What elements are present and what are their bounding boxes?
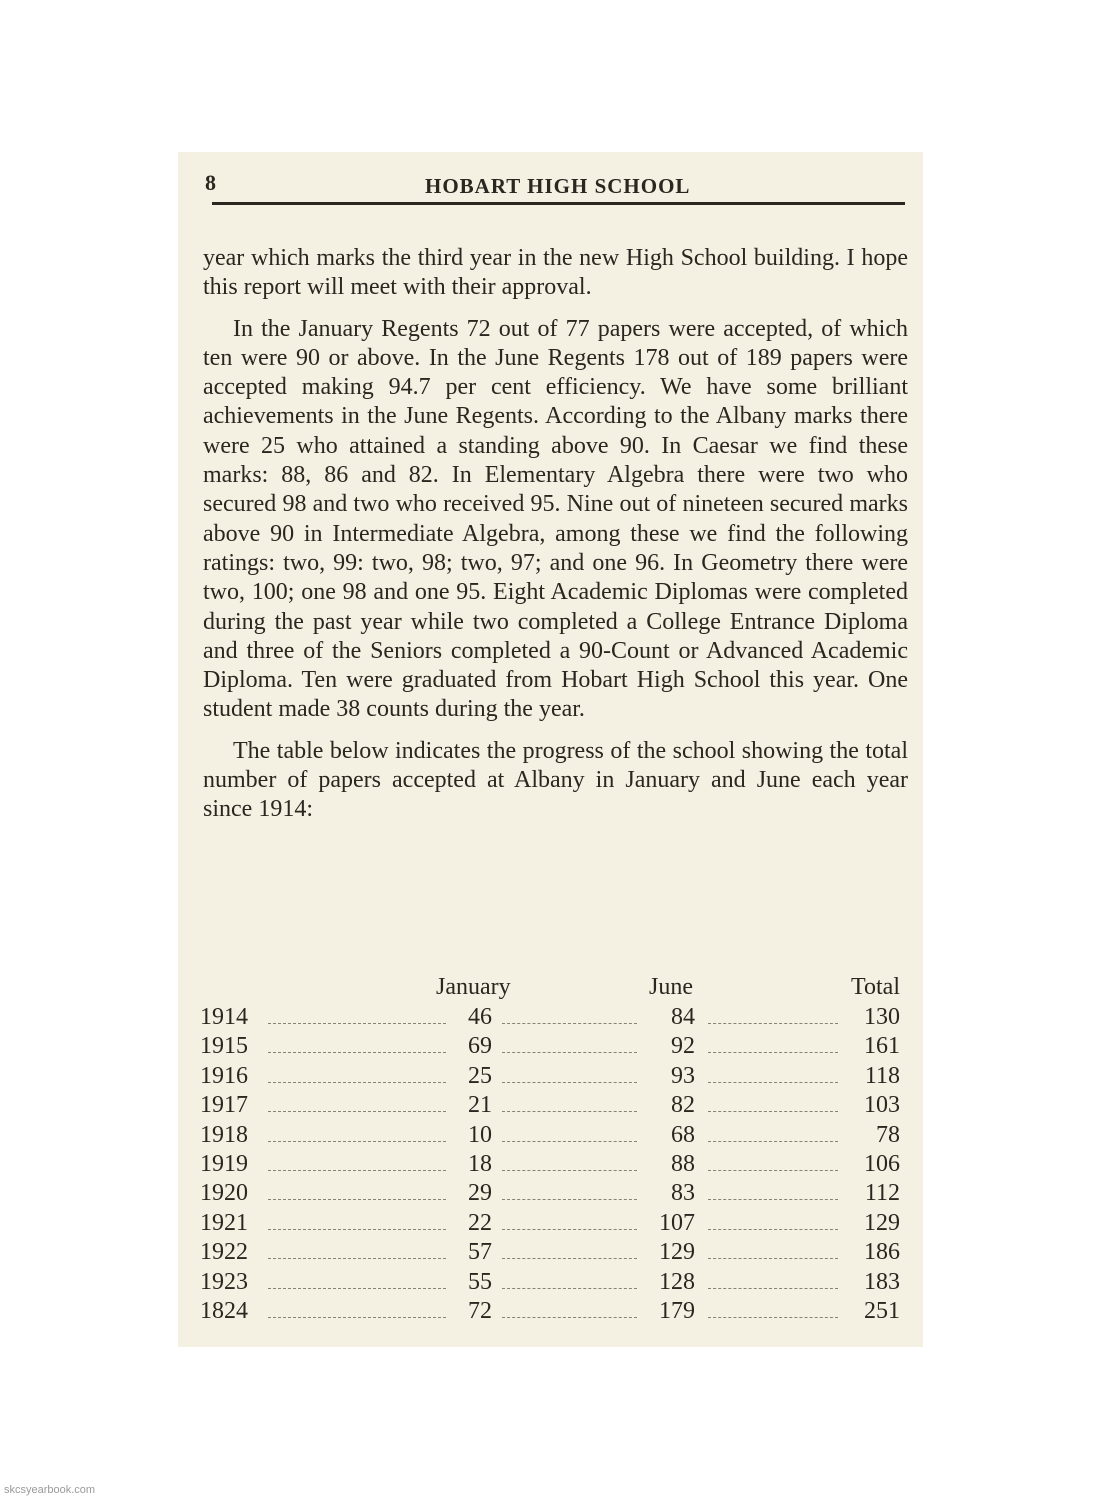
watermark: skcsyearbook.com	[4, 1484, 96, 1496]
leader-dots	[268, 1111, 446, 1112]
row-june: 92	[671, 1033, 695, 1060]
row-year: 1917	[200, 1092, 248, 1119]
leader-dots	[708, 1023, 838, 1024]
leader-dots	[708, 1082, 838, 1083]
row-year: 1920	[200, 1180, 248, 1207]
table-row	[200, 1063, 900, 1092]
row-january: 21	[468, 1092, 492, 1119]
table-row	[200, 1004, 900, 1033]
leader-dots	[708, 1111, 838, 1112]
leader-dots	[502, 1288, 637, 1289]
row-year: 1914	[200, 1004, 248, 1030]
leader-dots	[268, 1258, 446, 1259]
book-page	[178, 152, 923, 1347]
row-year: 1922	[200, 1239, 248, 1266]
leader-dots	[502, 1023, 637, 1024]
row-january: 25	[468, 1062, 492, 1089]
row-total: 161	[864, 1033, 900, 1060]
leader-dots	[268, 1023, 446, 1024]
row-january: 55	[468, 1268, 492, 1295]
leader-dots	[708, 1141, 838, 1142]
leader-dots	[268, 1170, 446, 1171]
leader-dots	[502, 1258, 637, 1259]
row-year: 1921	[200, 1209, 248, 1236]
table-row	[200, 1210, 900, 1239]
row-june: 107	[659, 1209, 695, 1236]
row-total: 103	[864, 1092, 900, 1119]
running-head: HOBART HIGH SCHOOL	[425, 174, 691, 198]
row-january: 18	[468, 1150, 492, 1177]
leader-dots	[708, 1199, 838, 1200]
row-total: 186	[864, 1239, 900, 1266]
leader-dots	[268, 1141, 446, 1142]
leader-dots	[268, 1199, 446, 1200]
row-year: 1918	[200, 1121, 248, 1148]
row-year: 1916	[200, 1062, 248, 1089]
row-january: 22	[468, 1209, 492, 1236]
table-row	[200, 1151, 900, 1180]
leader-dots	[268, 1082, 446, 1083]
row-june: 83	[671, 1180, 695, 1207]
row-june: 82	[671, 1092, 695, 1119]
row-january: 69	[468, 1033, 492, 1060]
leader-dots	[708, 1170, 838, 1171]
paragraph-3: The table below indicates the progress of the school showing the total number of papers accepted at Albany in January and June each year since 1914:	[203, 737, 908, 823]
table-row	[200, 1239, 900, 1268]
leader-dots	[708, 1052, 838, 1053]
leader-dots	[268, 1288, 446, 1289]
row-june: 129	[659, 1239, 695, 1266]
table-row	[200, 1033, 900, 1062]
row-total: 129	[864, 1209, 900, 1236]
row-total: 118	[864, 1062, 900, 1089]
row-total: 183	[864, 1268, 900, 1295]
row-june: 128	[659, 1268, 695, 1295]
papers-table	[200, 974, 900, 1327]
row-january: 46	[468, 1004, 492, 1030]
table-row	[200, 1180, 900, 1209]
table-header	[200, 974, 900, 1004]
leader-dots	[268, 1229, 446, 1230]
row-january: 57	[468, 1239, 492, 1266]
leader-dots	[502, 1052, 637, 1053]
header-total: Total	[851, 974, 900, 1000]
row-january: 10	[468, 1121, 492, 1148]
row-year: 1915	[200, 1033, 248, 1060]
leader-dots	[708, 1317, 838, 1318]
page-header	[205, 170, 905, 206]
leader-dots	[708, 1258, 838, 1259]
row-total: 78	[876, 1121, 900, 1148]
leader-dots	[502, 1317, 637, 1318]
leader-dots	[708, 1229, 838, 1230]
page-number: 8	[205, 170, 216, 195]
table-rows	[200, 1004, 900, 1327]
table-row	[200, 1122, 900, 1151]
row-total: 251	[864, 1297, 900, 1324]
row-january: 72	[468, 1297, 492, 1324]
row-year: 1923	[200, 1268, 248, 1295]
row-june: 179	[659, 1297, 695, 1324]
table-row	[200, 1298, 900, 1327]
header-january: January	[436, 974, 511, 1000]
leader-dots	[502, 1199, 637, 1200]
paragraph-1: year which marks the third year in the new High School building. I hope this report will meet with their approval.	[203, 245, 908, 301]
header-june: June	[649, 974, 693, 1000]
paragraph-2: In the January Regents 72 out of 77 papers were accepted, of which ten were 90 or above. In the June Regents 178 out of 189 papers were accepted making 94.7 per cent efficiency. We have some brilliant achievements in the June Regents. According to the Albany marks there were 25 who attained a standing above 90. In Caesar we find these marks: 88, 86 and 82. In Elementary Algebra there were two who secured 98 and two who received 95. Nine out of nineteen secured marks above 90 in Intermediate Algebra, among these we find the following ratings: two, 99: two, 98; two, 97; and one 96. In Geometry there were two, 100; one 98 and one 95. Eight Academic Diplomas were completed during the past year while two completed a College Entrance Diploma and three of the Seniors completed a 90-Count or Advanced Academic Diploma. Ten were graduated from Hobart High School this year. One student made 38 counts during the year.	[203, 315, 908, 723]
table-row	[200, 1092, 900, 1121]
row-total: 106	[864, 1150, 900, 1177]
row-january: 29	[468, 1180, 492, 1207]
row-june: 84	[671, 1004, 695, 1030]
leader-dots	[502, 1229, 637, 1230]
row-june: 68	[671, 1121, 695, 1148]
leader-dots	[502, 1141, 637, 1142]
leader-dots	[502, 1111, 637, 1112]
leader-dots	[502, 1170, 637, 1171]
leader-dots	[502, 1082, 637, 1083]
row-total: 112	[864, 1180, 900, 1207]
body-text	[203, 244, 908, 825]
row-june: 93	[671, 1062, 695, 1089]
leader-dots	[268, 1317, 446, 1318]
header-rule	[212, 202, 905, 205]
row-year: 1824	[200, 1297, 248, 1324]
leader-dots	[708, 1288, 838, 1289]
row-june: 88	[671, 1150, 695, 1177]
row-year: 1919	[200, 1150, 248, 1177]
table-row	[200, 1269, 900, 1298]
leader-dots	[268, 1052, 446, 1053]
row-total: 130	[864, 1004, 900, 1030]
